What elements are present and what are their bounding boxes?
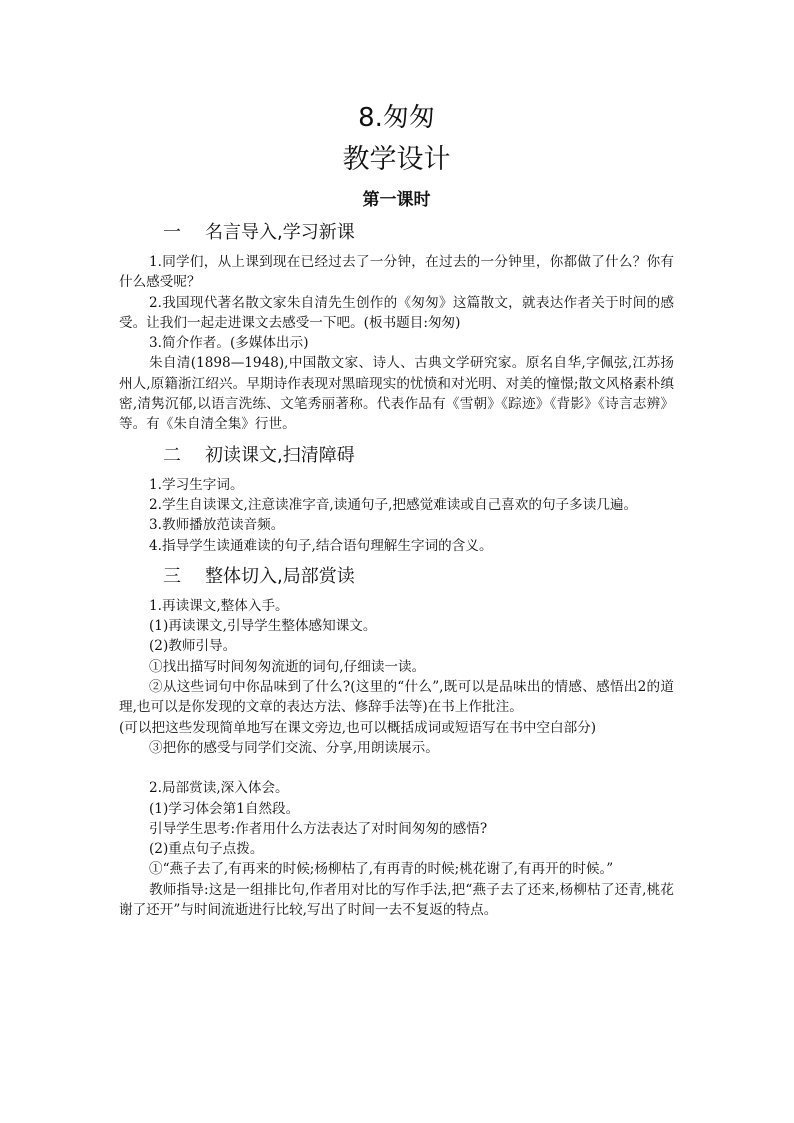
- paragraph: (可以把这些发现简单地写在课文旁边,也可以概括成词或短语写在书中空白部分): [119, 719, 597, 736]
- section-number: 一: [163, 222, 181, 243]
- paragraph: ③把你的感受与同学们交流、分享,用朗读展示。: [149, 739, 439, 756]
- paragraph: 4.指导学生读通难读的句子,结合语句理解生字词的含义。: [149, 537, 493, 554]
- section-heading-3: [119, 564, 674, 590]
- paragraph: ②从这些词句中你品味到了什么?(这里的“什么”,既可以是品味出的情感、感悟出2的道理,也可以是你发现的文章的表达方法、修辞手法等)在书上作批注。: [119, 679, 674, 716]
- section-number: 三: [163, 565, 181, 587]
- paragraph: (2)重点句子点拨。: [149, 841, 264, 858]
- paragraph: 3.简介作者。(多媒体出示): [149, 335, 309, 352]
- paragraph: (1)再读课文,引导学生整体感知课文。: [149, 618, 377, 635]
- document-title: 教学设计: [342, 144, 451, 175]
- paragraph: 2.学生自读课文,注意读准字音,读通句子,把感觉难读或自己喜欢的句子多读几遍。: [149, 496, 638, 513]
- paragraph: 引导学生思考:作者用什么方法表达了对时间匆匆的感悟?: [149, 820, 488, 837]
- paragraph: 教师指导:这是一组排比句,作者用对比的写作手法,把“燕子去了还来,杨柳枯了还青,桃花谢了还开”与时间流逝进行比较,写出了时间一去不复返的特点。: [119, 881, 674, 919]
- section-title: 整体切入,局部赏读: [205, 565, 355, 587]
- paragraph: (1)学习体会第1自然段。: [149, 800, 300, 817]
- paragraph: 3.教师播放范读音频。: [149, 517, 285, 534]
- section-number: 二: [163, 444, 181, 466]
- blank-line: [119, 758, 674, 778]
- paragraph: 1.学习生字词。: [149, 476, 244, 493]
- section-heading-2: [119, 443, 674, 469]
- author-bio-paragraph: 朱自清(1898—1948),中国散文家、诗人、古典文学研究家。原名自华,字佩弦,江苏扬州人,原籍浙江绍兴。早期诗作表现对黑暗现实的忧愤和对光明、对美的憧憬;散文风格素朴缜密,清隽沉郁,以语言洗练、文笔秀丽著称。代表作品有《雪朝》《踪迹》《背影》《诗言志辨》等。有《朱自清全集》行世。: [119, 355, 674, 433]
- paragraph: 1.再读课文,整体入手。: [149, 597, 289, 614]
- section-title: 名言导入,学习新课: [205, 222, 355, 243]
- section-heading-1: [119, 220, 674, 246]
- lesson-number-title: 8.匆匆: [358, 103, 435, 133]
- paragraph: 2.局部赏读,深入体会。: [149, 780, 289, 797]
- paragraph: ①找出描写时间匆匆流逝的词句,仔细读一读。: [149, 658, 426, 675]
- lesson-period-subtitle: 第一课时: [362, 190, 431, 210]
- paragraph: 1.同学们，从上课到现在已经过去了一分钟，在过去的一分钟里，你都做了什么？你有什么感受呢？: [119, 254, 674, 291]
- section-title: 初读课文,扫清障碍: [205, 444, 355, 466]
- paragraph: 2.我国现代著名散文家朱自清先生创作的《匆匆》这篇散文，就表达作者关于时间的感受。让我们一起走进课文去感受一下吧。(板书题目:匆匆): [119, 294, 674, 331]
- paragraph: (2)教师引导。: [149, 638, 237, 655]
- document-content: [119, 100, 674, 920]
- paragraph: ①“燕子去了,有再来的时候;杨柳枯了,有再青的时候;桃花谢了,有再开的时候。”: [149, 861, 614, 878]
